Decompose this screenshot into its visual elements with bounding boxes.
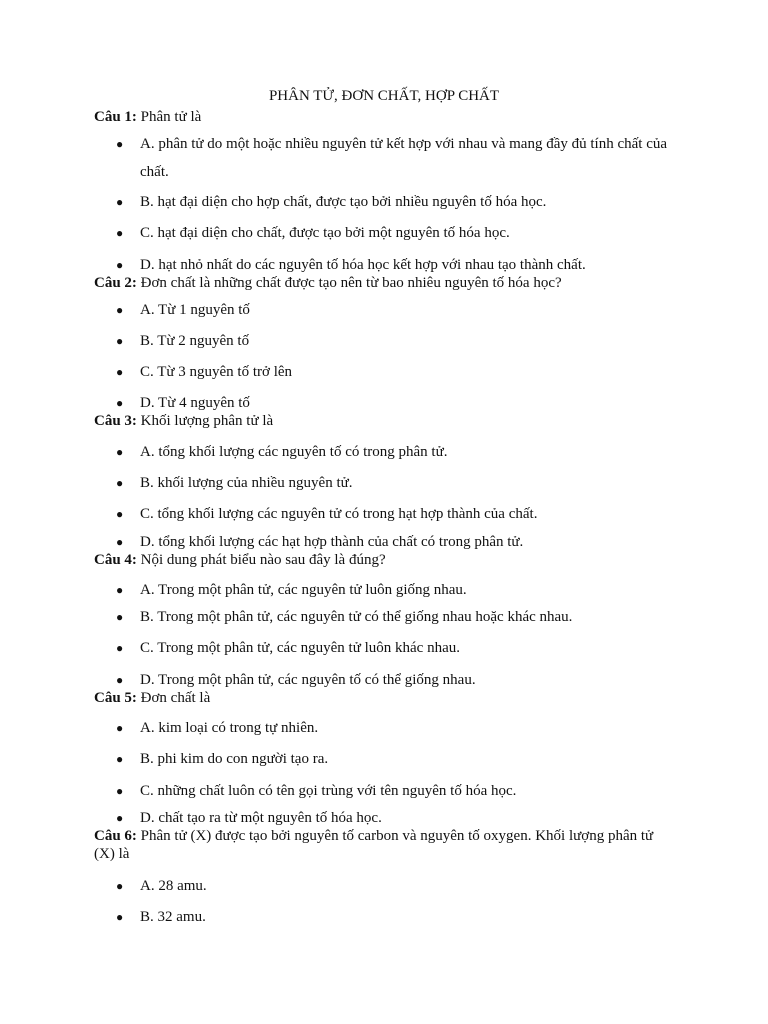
question-2-label: Câu 2: [94, 275, 137, 291]
bullet-icon: ● [116, 535, 124, 549]
question-1-heading [94, 108, 674, 126]
bullet-icon: ● [116, 334, 124, 348]
bullet-icon: ● [116, 396, 124, 410]
option-text: A. tổng khối lượng các nguyên tố có trong phân tử. [140, 444, 448, 460]
option-text: D. Từ 4 nguyên tố [140, 395, 250, 411]
option-text: B. 32 amu. [140, 909, 206, 925]
question-4-option-c [116, 634, 680, 662]
question-6-label: Câu 6: [94, 828, 137, 844]
question-5-option-a [116, 714, 680, 742]
bullet-icon: ● [116, 641, 124, 655]
bullet-icon: ● [116, 673, 124, 687]
question-3-label: Câu 3: [94, 413, 137, 429]
question-3-option-b [116, 469, 680, 497]
question-5-option-c [116, 777, 680, 805]
option-text: C. Trong một phân tử, các nguyên tử luôn khác nhau. [140, 640, 460, 656]
bullet-icon: ● [116, 610, 124, 624]
bullet-icon: ● [116, 811, 124, 825]
bullet-icon: ● [116, 784, 124, 798]
option-text: C. Từ 3 nguyên tố trở lên [140, 364, 293, 380]
bullet-icon: ● [116, 195, 124, 209]
question-4-option-a [116, 576, 680, 604]
question-2-option-b [116, 327, 680, 355]
question-3-option-a [116, 438, 680, 466]
option-text: C. tổng khối lượng các nguyên tử có trong hạt hợp thành của chất. [140, 506, 538, 522]
question-3-heading [94, 412, 674, 430]
option-text: A. Trong một phân tử, các nguyên tử luôn giống nhau. [140, 582, 467, 598]
question-1-option-c [116, 219, 680, 247]
question-1-label: Câu 1: [94, 109, 137, 125]
bullet-icon: ● [116, 258, 124, 272]
bullet-icon: ● [116, 137, 124, 151]
question-1-text: Phân tử là [140, 109, 202, 125]
option-text: C. hạt đại diện cho chất, được tạo bởi một nguyên tố hóa học. [140, 225, 510, 241]
question-5-option-b [116, 745, 680, 773]
option-text: D. chất tạo ra từ một nguyên tố hóa học. [140, 810, 382, 826]
question-4-text: Nội dung phát biểu nào sau đây là đúng? [140, 552, 386, 568]
option-text: B. Từ 2 nguyên tố [140, 333, 250, 349]
question-2-text: Đơn chất là những chất được tạo nên từ bao nhiêu nguyên tố hóa học? [140, 275, 562, 291]
question-6-heading [94, 827, 674, 863]
question-1-option-a [116, 130, 680, 186]
option-text: A. phân tử do một hoặc nhiều nguyên tử kết hợp với nhau và mang đầy đủ tính chất của chất. [140, 136, 668, 180]
question-4-label: Câu 4: [94, 552, 137, 568]
bullet-icon: ● [116, 445, 124, 459]
option-text: A. Từ 1 nguyên tố [140, 302, 250, 318]
option-text: B. Trong một phân tử, các nguyên tử có thể giống nhau hoặc khác nhau. [140, 609, 573, 625]
option-text: D. Trong một phân tử, các nguyên tố có thể giống nhau. [140, 672, 476, 688]
question-2-option-c [116, 358, 680, 386]
option-text: B. hạt đại diện cho hợp chất, được tạo bởi nhiều nguyên tố hóa học. [140, 194, 547, 210]
option-text: A. 28 amu. [140, 878, 207, 894]
bullet-icon: ● [116, 752, 124, 766]
question-2-option-a [116, 296, 680, 324]
question-1-option-b [116, 188, 680, 216]
question-4-option-b [116, 603, 680, 631]
bullet-icon: ● [116, 476, 124, 490]
question-5-label: Câu 5: [94, 690, 137, 706]
bullet-icon: ● [116, 583, 124, 597]
option-text: C. những chất luôn có tên gọi trùng với tên nguyên tố hóa học. [140, 783, 517, 799]
question-6-text: Phân tử (X) được tạo bởi nguyên tố carbon và nguyên tố oxygen. Khối lượng phân tử (X) là [94, 828, 654, 862]
question-5-heading [94, 689, 674, 707]
bullet-icon: ● [116, 303, 124, 317]
question-6-option-b [116, 903, 680, 931]
option-text: B. phi kim do con người tạo ra. [140, 751, 329, 767]
option-text: D. hạt nhỏ nhất do các nguyên tố hóa học kết hợp với nhau tạo thành chất. [140, 257, 586, 273]
bullet-icon: ● [116, 879, 124, 893]
question-5-text: Đơn chất là [140, 690, 211, 706]
option-text: D. tổng khối lượng các hạt hợp thành của chất có trong phân tử. [140, 534, 524, 550]
bullet-icon: ● [116, 910, 124, 924]
bullet-icon: ● [116, 721, 124, 735]
question-2-heading [94, 274, 674, 292]
bullet-icon: ● [116, 365, 124, 379]
page-title: PHÂN TỬ, ĐƠN CHẤT, HỢP CHẤT [268, 88, 500, 104]
bullet-icon: ● [116, 226, 124, 240]
option-text: B. khối lượng của nhiều nguyên tử. [140, 475, 353, 491]
option-text: A. kim loại có trong tự nhiên. [140, 720, 319, 736]
question-3-option-c [116, 500, 680, 528]
question-4-heading [94, 551, 674, 569]
question-6-option-a [116, 872, 680, 900]
bullet-icon: ● [116, 507, 124, 521]
question-3-text: Khối lượng phân tử là [140, 413, 274, 429]
